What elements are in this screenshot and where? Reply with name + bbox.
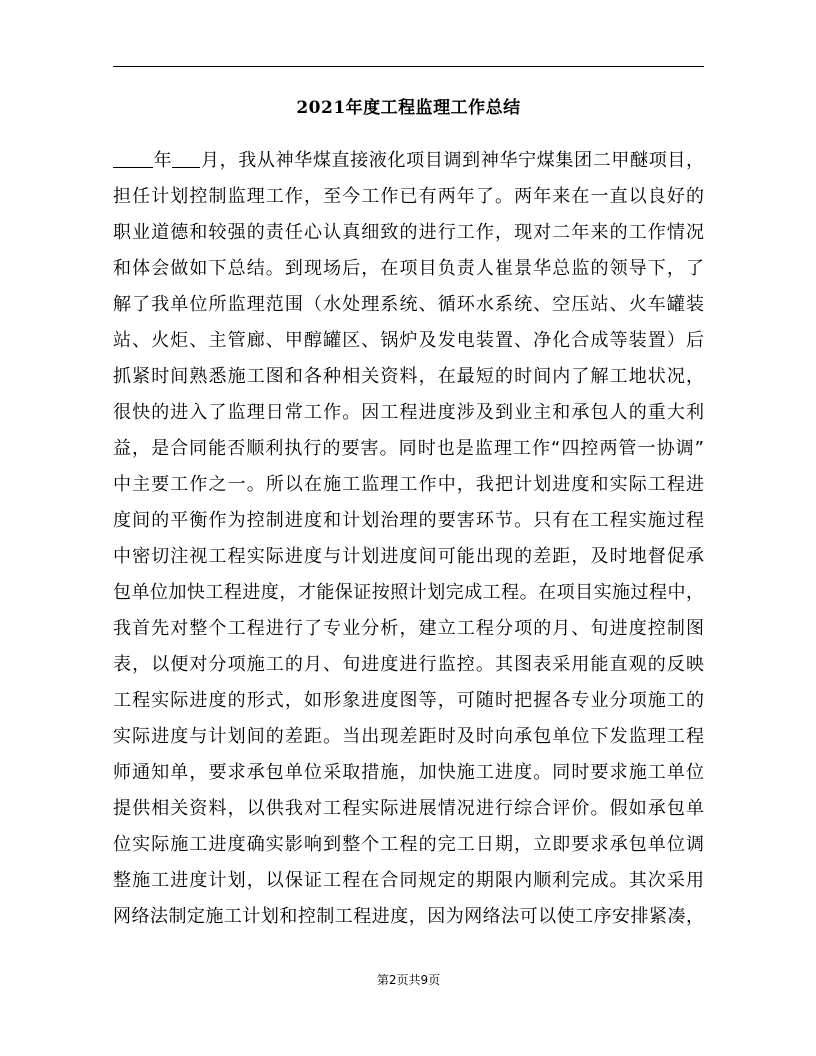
- paragraph-line: 职业道德和较强的责任心认真细致的进行工作，现对二年来的工作情况: [113, 222, 704, 243]
- paragraph-line: 中主要工作之一。所以在施工监理工作中，我把计划进度和实际工程进: [113, 474, 704, 495]
- paragraph-line: 很快的进入了监理日常工作。因工程进度涉及到业主和承包人的重大利: [113, 402, 704, 423]
- paragraph-line: 提供相关资料，以供我对工程实际进展情况进行综合评价。假如承包单: [113, 798, 704, 819]
- paragraph-line: 和体会做如下总结。到现场后，在项目负责人崔景华总监的领导下，了: [113, 258, 704, 279]
- paragraph-line: 包单位加快工程进度，才能保证按照计划完成工程。在项目实施过程中，: [113, 582, 704, 603]
- paragraph-line: 度间的平衡作为控制进度和计划治理的要害环节。只有在工程实施过程: [113, 510, 704, 531]
- paragraph-line: 师通知单，要求承包单位采取措施，加快施工进度。同时要求施工单位: [113, 762, 704, 783]
- paragraph-line: 我首先对整个工程进行了专业分析，建立工程分项的月、旬进度控制图: [113, 618, 704, 639]
- blank-underline: [172, 147, 200, 168]
- paragraph-line: 站、火炬、主管廊、甲醇罐区、锅炉及发电装置、净化合成等装置）后: [113, 330, 704, 351]
- blank-underline: [113, 147, 153, 168]
- paragraph-line-first: [113, 143, 704, 179]
- text-segment: 月，我从神华煤直接液化项目调到神华宁煤集团二甲醚项目，: [200, 150, 704, 171]
- paragraph-line: 担任计划控制监理工作，至今工作已有两年了。两年来在一直以良好的: [113, 186, 704, 207]
- paragraph-line: 抓紧时间熟悉施工图和各种相关资料，在最短的时间内了解工地状况，: [113, 366, 704, 387]
- document-title: 2021年度工程监理工作总结: [296, 98, 521, 118]
- paragraph-line: 实际进度与计划间的差距。当出现差距时及时向承包单位下发监理工程: [113, 726, 704, 747]
- header-rule: [113, 66, 704, 67]
- paragraph-line: 中密切注视工程实际进度与计划进度间可能出现的差距，及时地督促承: [113, 546, 704, 567]
- paragraph-line: 解了我单位所监理范围（水处理系统、循环水系统、空压站、火车罐装: [113, 294, 704, 315]
- paragraph-line: 工程实际进度的形式，如形象进度图等，可随时把握各专业分项施工的: [113, 690, 704, 711]
- paragraph-line: 表，以便对分项施工的月、旬进度进行监控。其图表采用能直观的反映: [113, 654, 704, 675]
- paragraph-line: 益，是合同能否顺利执行的要害。同时也是监理工作“四控两管一协调”: [113, 438, 704, 459]
- document-body: [113, 143, 704, 935]
- paragraph-line: 位实际施工进度确实影响到整个工程的完工日期，立即要求承包单位调: [113, 834, 704, 855]
- text-segment: 年: [153, 150, 173, 171]
- page-number: 第2页共9页: [376, 973, 441, 987]
- paragraph-line: 整施工进度计划，以保证工程在合同规定的期限内顺利完成。其次采用: [113, 870, 704, 891]
- paragraph-line: 网络法制定施工计划和控制工程进度，因为网络法可以使工序安排紧凑，: [113, 906, 704, 927]
